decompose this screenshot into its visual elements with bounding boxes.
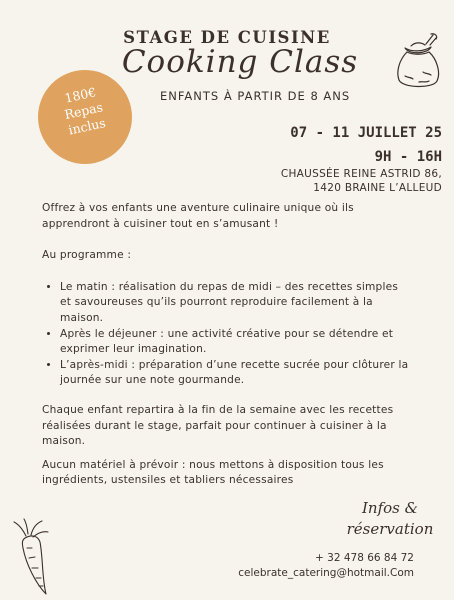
hours: 9H - 16H [374, 149, 442, 165]
age-subtitle: ENFANTS À PARTIR DE 8 ANS [160, 89, 351, 103]
programme-item: • Après le déjeuner : une activité créative pour se détendre et exprimer leur imagination. [60, 327, 412, 358]
contact-block [238, 551, 414, 581]
carrot-icon [12, 518, 60, 596]
page-title: STAGE DE CUISINE [123, 28, 331, 47]
materials-text: Aucun matériel à prévoir : nous mettons à disposition tous les ingrédients, ustensiles et tabliers nécessaires [42, 458, 384, 487]
price-badge [29, 61, 140, 172]
intro-text: Offrez à vos enfants une aventure culinaire unique où ils apprendront à cuisiner tout en s’amusant ! [42, 202, 354, 230]
infos-line-1: Infos & [362, 499, 418, 517]
description [42, 201, 412, 489]
infos-line-2: réservation [346, 520, 434, 538]
address-line-2: 1420 BRAINE L’ALLEUD [313, 182, 442, 194]
closing-text: Chaque enfant repartira à la fin de la semaine avec les recettes réalisées durant le stage, parfait pour continuer à cuisiner à la maison. [42, 403, 394, 448]
page-script-title: Cooking Class [121, 44, 359, 80]
flour-sack-icon [393, 32, 443, 90]
phone-number[interactable]: + 32 478 66 84 72 [315, 552, 414, 564]
infos-heading [330, 498, 450, 540]
programme-list [42, 280, 412, 389]
programme-item: • L’après-midi : préparation d’une recette sucrée pour clôturer la journée sur une note gourmande. [60, 358, 412, 389]
date-range: 07 - 11 JUILLET 25 [290, 125, 442, 141]
included-label: inclus [67, 115, 107, 138]
programme-item: • Le matin : réalisation du repas de midi – des recettes simples et savoureuses qu’ils pourront reproduire facilement à la maison. [60, 280, 412, 327]
address-line-1: CHAUSSÉE REINE ASTRID 86, [280, 168, 442, 180]
price-label: 180€ [63, 84, 98, 106]
meal-label: Repas [63, 99, 105, 122]
programme-title: Au programme : [42, 249, 132, 262]
email-address[interactable]: celebrate_catering@hotmail.Com [238, 567, 414, 579]
